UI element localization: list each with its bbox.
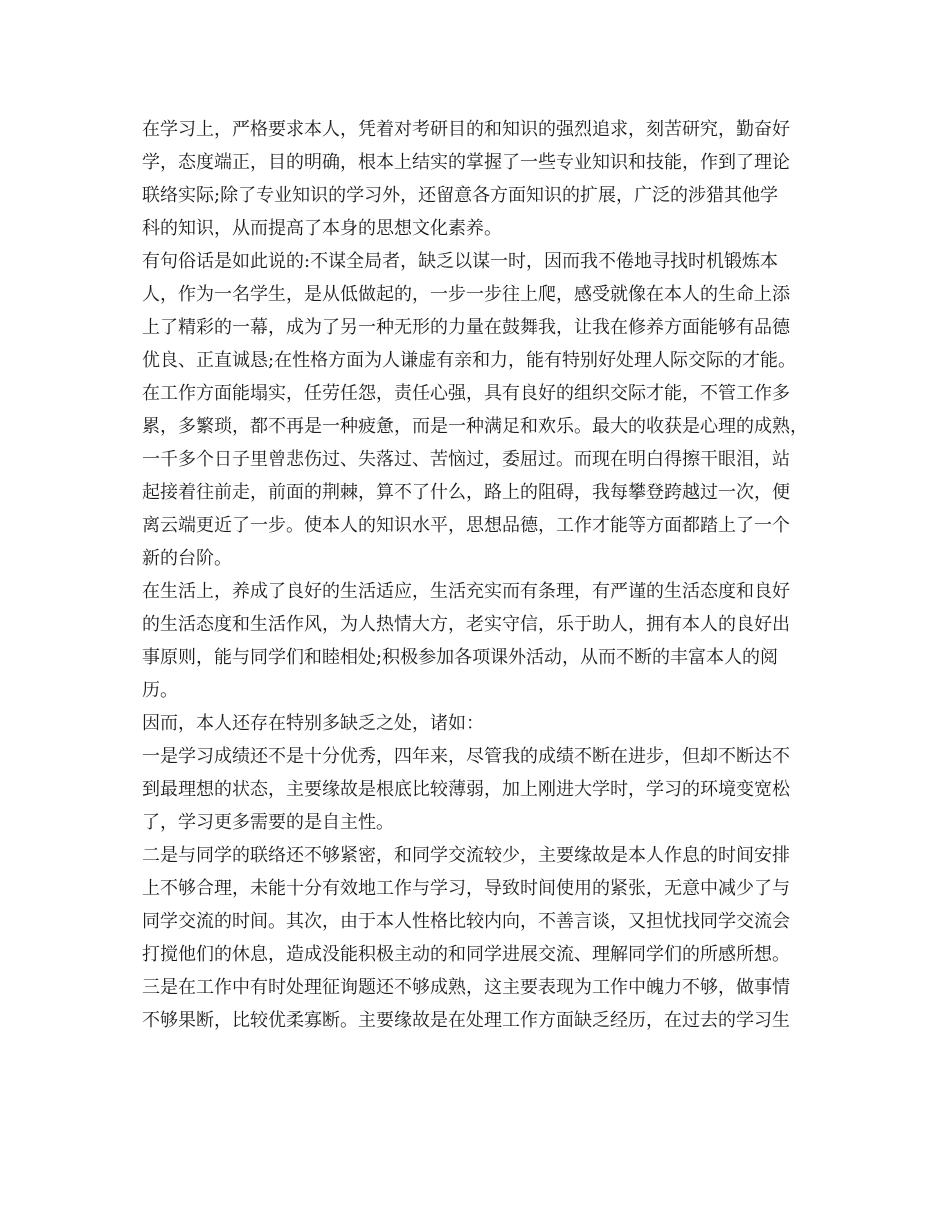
text-line: 同学交流的时间。其次，由于本人性格比较内向，不善言谈，又担忧找同学交流会	[142, 911, 790, 932]
text-line: 不够果断，比较优柔寡断。主要缘故是在处理工作方面缺乏经历，在过去的学习生	[142, 1010, 790, 1031]
text-line: 科的知识，从而提高了本身的思想文化素养。	[142, 218, 502, 239]
text-line: 有句俗话是如此说的:不谋全局者，缺乏以谋一时，因而我不倦地寻找时机锻炼本	[142, 251, 779, 272]
text-line: 上了精彩的一幕，成为了另一种无形的力量在鼓舞我，让我在修养方面能够有品德	[142, 317, 790, 338]
text-line: 在工作方面能塌实，任劳任怨，责任心强，具有良好的组织交际才能，不管工作多	[142, 383, 790, 404]
text-line: 在学习上，严格要求本人，凭着对考研目的和知识的强烈追求，刻苦研究，勤奋好	[142, 119, 790, 140]
text-line: 二是与同学的联络还不够紧密，和同学交流较少，主要缘故是本人作息的时间安排	[142, 845, 790, 866]
text-line: 优良、正直诚恳;在性格方面为人谦虚有亲和力，能有特别好处理人际交际的才能。	[142, 350, 797, 371]
text-line: 历。	[142, 680, 178, 701]
text-line: 上不够合理，未能十分有效地工作与学习，导致时间使用的紧张，无意中减少了与	[142, 878, 790, 899]
text-line: 起接着往前走，前面的荆棘，算不了什么，路上的阻碍，我每攀登跨越过一次，便	[142, 482, 790, 503]
text-line: 一千多个日子里曾悲伤过、失落过、苦恼过，委屈过。而现在明白得擦干眼泪，站	[142, 449, 790, 470]
text-line: 三是在工作中有时处理征询题还不够成熟，这主要表现为工作中魄力不够，做事情	[142, 977, 790, 998]
document-body	[142, 113, 822, 1037]
text-line: 到最理想的状态，主要缘故是根底比较薄弱，加上刚进大学时，学习的环境变宽松	[142, 779, 790, 800]
text-line: 因而，本人还存在特别多缺乏之处，诸如：	[142, 713, 484, 734]
text-line: 学，态度端正，目的明确，根本上结实的掌握了一些专业知识和技能，作到了理论	[142, 152, 790, 173]
text-line: 了，学习更多需要的是自主性。	[142, 812, 394, 833]
text-line: 累，多繁琐，都不再是一种疲惫，而是一种满足和欢乐。最大的收获是心理的成熟，	[142, 416, 808, 437]
text-line: 联络实际;除了专业知识的学习外，还留意各方面知识的扩展，广泛的涉猎其他学	[142, 185, 779, 206]
text-line: 人，作为一名学生，是从低做起的，一步一步往上爬，感受就像在本人的生命上添	[142, 284, 790, 305]
text-line: 在生活上，养成了良好的生活适应，生活充实而有条理，有严谨的生活态度和良好	[142, 581, 790, 602]
text-line: 一是学习成绩还不是十分优秀，四年来，尽管我的成绩不断在进步，但却不断达不	[142, 746, 790, 767]
text-line: 打搅他们的休息，造成没能积极主动的和同学进展交流、理解同学们的所感所想。	[142, 944, 790, 965]
text-line: 事原则，能与同学们和睦相处;积极参加各项课外活动，从而不断的丰富本人的阅	[142, 647, 779, 668]
text-line: 离云端更近了一步。使本人的知识水平，思想品德，工作才能等方面都踏上了一个	[142, 515, 790, 536]
text-line: 的生活态度和生活作风，为人热情大方，老实守信，乐于助人，拥有本人的良好出	[142, 614, 790, 635]
text-line: 新的台阶。	[142, 548, 232, 569]
